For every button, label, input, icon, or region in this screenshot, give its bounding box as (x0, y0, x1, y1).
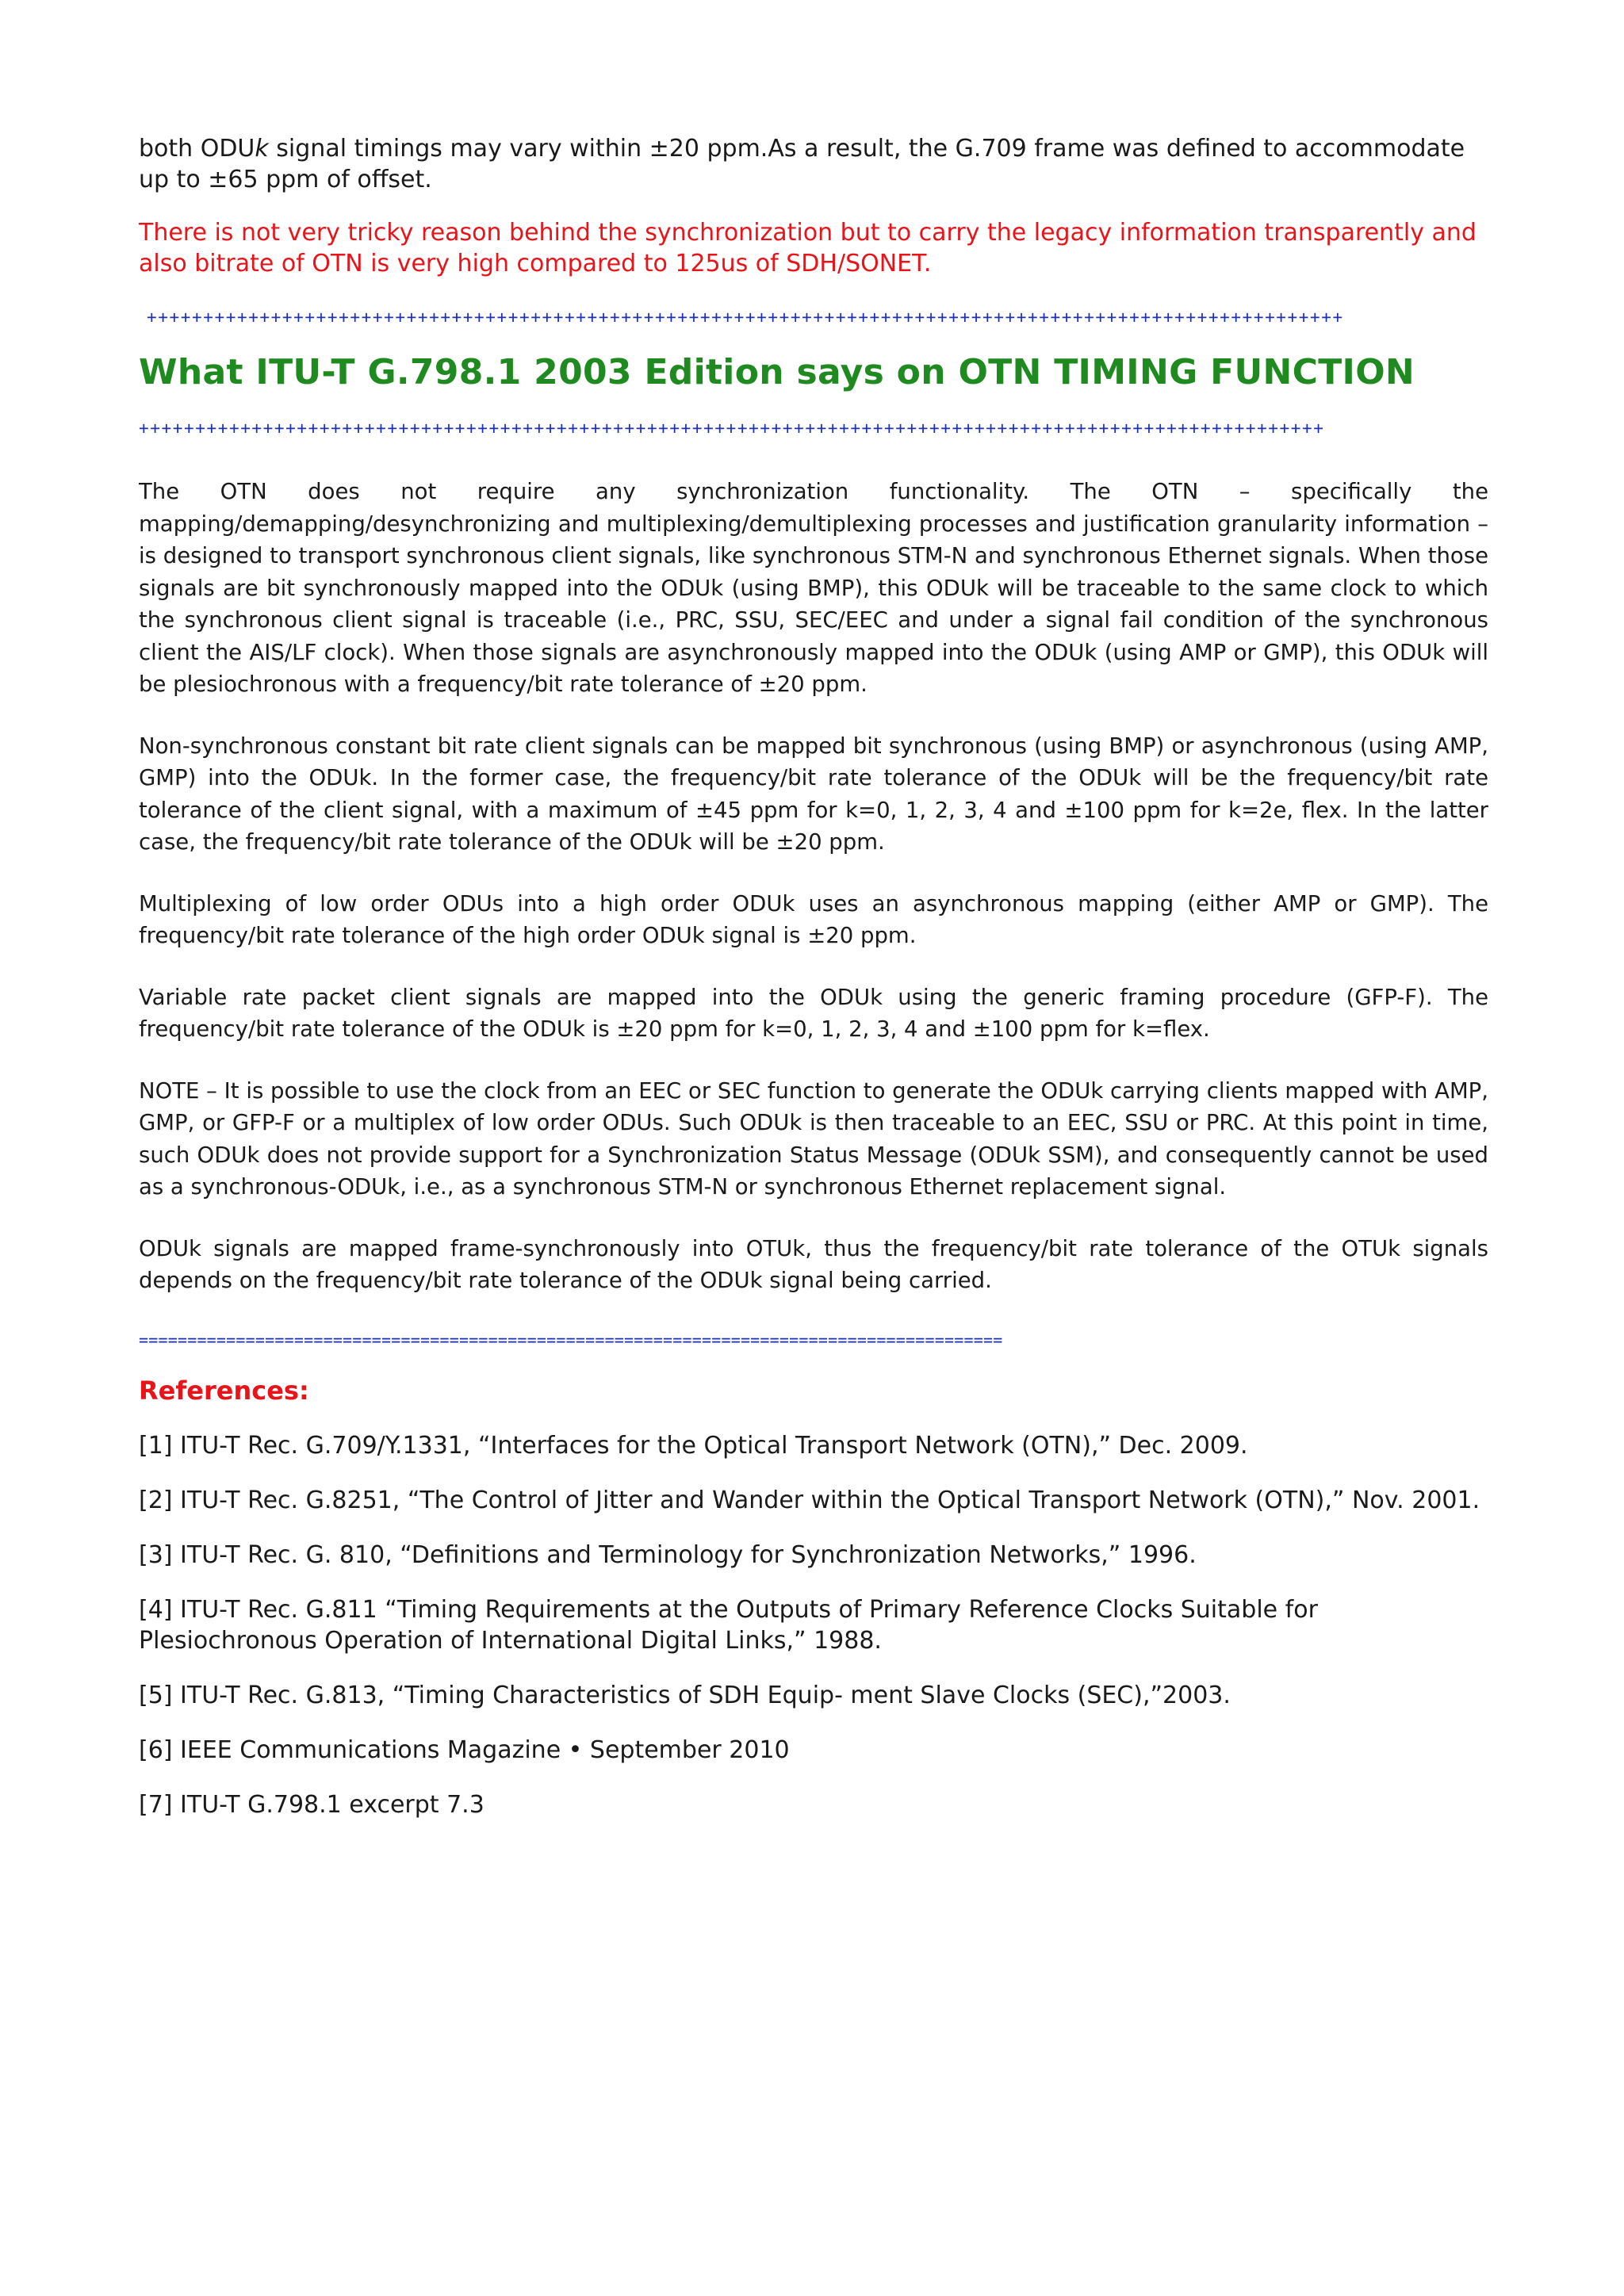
intro-italic-k: k (255, 135, 269, 163)
reference-item-3: [3] ITU-T Rec. G. 810, “Definitions and Terminology for Synchronization Networks,” 1996. (139, 1540, 1197, 1569)
intro-text-end: signal timings may vary within ±20 ppm.As a result, the G.709 frame was defined to accommodate up to ±65 ppm of offset. (139, 135, 1465, 193)
reference-item-4: [4] ITU-T Rec. G.811 “Timing Requirements at the Outputs of Primary Reference Clocks Suitable for Plesiochronous Operation of International Digital Links,” 1988. (139, 1595, 1318, 1655)
references-heading: References: (139, 1375, 309, 1406)
equals-separator: ========================================================================================= (139, 1330, 1003, 1349)
reference-item-5: [5] ITU-T Rec. G.813, “Timing Characteristics of SDH Equip- ment Slave Clocks (SEC),”2003. (139, 1681, 1231, 1709)
intro-paragraph (139, 133, 1488, 195)
document-page (139, 133, 1488, 1820)
body-paragraph-3: Multiplexing of low order ODUs into a high order ODUk uses an asynchronous mapping (either AMP or GMP). The frequency/bit rate tolerance of the high order ODUk signal is ±20 ppm. (139, 890, 1488, 948)
body-paragraph-1: The OTN does not require any synchronization functionality. The OTN – specifically the mapping/demapping/desynchronizing and multiplexing/demultiplexing processes and justification granularity information – is designed to transport synchronous client signals, like synchronous STM-N and synchronous Ethernet signals. When those signals are bit synchronously mapped into the ODUk (using BMP), this ODUk will be traceable to the same clock to which the synchronous client signal is traceable (i.e., PRC, SSU, SEC/EEC and under a signal fail condition of the synchronous client the AIS/LF clock). When those signals are asynchronously mapped into the ODUk (using AMP or GMP), this ODUk will be plesiochronous with a frequency/bit rate tolerance of ±20 ppm. (139, 479, 1488, 697)
intro-text-start: both ODU (139, 135, 255, 163)
reference-item-6: [6] IEEE Communications Magazine • September 2010 (139, 1735, 790, 1764)
body-paragraph-4: Variable rate packet client signals are mapped into the ODUk using the generic framing procedure (GFP-F). The frequency/bit rate tolerance of the ODUk is ±20 ppm for k=0, 1, 2, 3, 4 and ±100 ppm for k=flex. (139, 984, 1488, 1042)
plus-separator-bottom: +++++++++++++++++++++++++++++++++++++++++++++++++++++++++++++++++++++++++++++++++++++++++++++++++++++++++ (139, 419, 1325, 438)
reference-item-2: [2] ITU-T Rec. G.8251, “The Control of Jitter and Wander within the Optical Transport Network (OTN),” Nov. 2001. (139, 1486, 1480, 1514)
red-note-paragraph: There is not very tricky reason behind the synchronization but to carry the legacy information transparently and also bitrate of OTN is very high compared to 125us of SDH/SONET. (139, 219, 1477, 277)
reference-item-1: [1] ITU-T Rec. G.709/Y.1331, “Interfaces for the Optical Transport Network (OTN),” Dec. 2009. (139, 1431, 1248, 1460)
body-paragraph-5: NOTE – It is possible to use the clock from an EEC or SEC function to generate the ODUk carrying clients mapped with AMP, GMP, or GFP-F or a multiplex of low order ODUs. Such ODUk is then traceable to an EEC, SSU or PRC. At this point in time, such ODUk does not provide support for a Synchronization Status Message (ODUk SSM), and consequently cannot be used as a synchronous-ODUk, i.e., as a synchronous STM-N or synchronous Ethernet replacement signal. (139, 1077, 1488, 1200)
reference-item-7: [7] ITU-T G.798.1 excerpt 7.3 (139, 1790, 485, 1819)
plus-separator-top: ++++++++++++++++++++++++++++++++++++++++++++++++++++++++++++++++++++++++++++++++++++++++++++++++++++++++++ (147, 308, 1344, 327)
section-heading: What ITU-T G.798.1 2003 Edition says on OTN TIMING FUNCTION (139, 352, 1415, 392)
body-paragraph-6: ODUk signals are mapped frame-synchronously into OTUk, thus the frequency/bit rate tolerance of the OTUk signals depends on the frequency/bit rate tolerance of the ODUk signal being carried. (139, 1235, 1488, 1293)
body-paragraph-2: Non-synchronous constant bit rate client signals can be mapped bit synchronous (using BMP) or asynchronous (using AMP, GMP) into the ODUk. In the former case, the frequency/bit rate tolerance of the ODUk will be the frequency/bit rate tolerance of the client signal, with a maximum of ±45 ppm for k=0, 1, 2, 3, 4 and ±100 ppm for k=2e, flex. In the latter case, the frequency/bit rate tolerance of the ODUk will be ±20 ppm. (139, 733, 1488, 855)
